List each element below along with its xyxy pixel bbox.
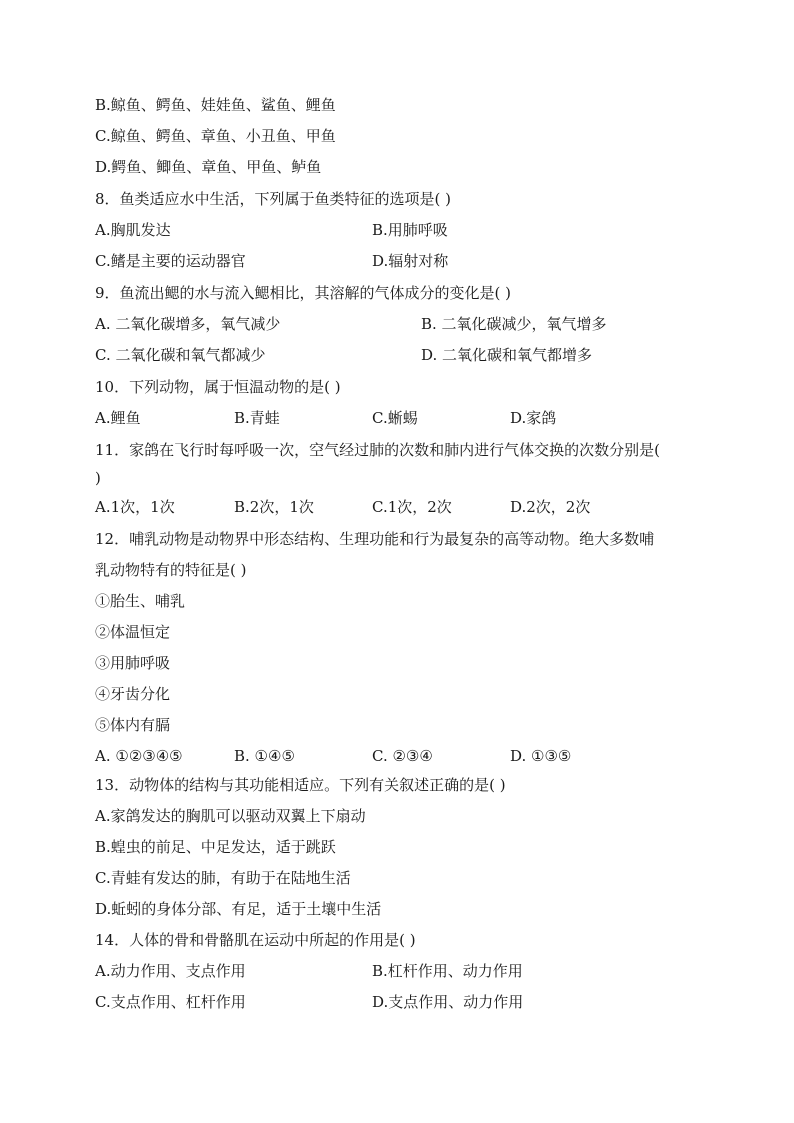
q8-option-d: D.辐射对称 [372,252,449,270]
q9-option-b: B. 二氧化碳减少，氧气增多 [421,315,607,333]
q12-item-3: ③用肺呼吸 [95,654,171,672]
q14-option-b: B.杠杆作用、动力作用 [372,962,523,980]
q11-stem-line-2: ) [95,469,101,487]
q9-option-a: A. 二氧化碳增多，氧气减少 [95,315,281,333]
q11-option-b: B.2次，1次 [234,498,314,516]
q13-option-c: C.青蛙有发达的肺，有助于在陆地生活 [95,869,351,887]
q12-stem-line-2: 乳动物特有的特征是( ) [95,561,247,579]
q13-option-b: B.蝗虫的前足、中足发达，适于跳跃 [95,838,336,856]
q14-stem: 14．人体的骨和骨骼肌在运动中所起的作用是( ) [95,931,416,949]
q11-stem-line-1: 11．家鸽在飞行时每呼吸一次，空气经过肺的次数和肺内进行气体交换的次数分别是( [95,441,660,459]
q7-option-c: C.鲸鱼、鳄鱼、章鱼、小丑鱼、甲鱼 [95,127,336,145]
q12-option-d: D. ①③⑤ [510,747,572,765]
q10-option-d: D.家鸽 [510,409,557,427]
q7-option-d: D.鳄鱼、鲫鱼、章鱼、甲鱼、鲈鱼 [95,158,322,176]
q9-option-d: D. 二氧化碳和氧气都增多 [421,346,593,364]
q9-option-c: C. 二氧化碳和氧气都减少 [95,346,266,364]
q12-item-2: ②体温恒定 [95,623,171,641]
q11-option-a: A.1次，1次 [95,498,175,516]
q12-option-a: A. ①②③④⑤ [95,747,183,765]
q10-stem: 10．下列动物，属于恒温动物的是( ) [95,378,341,396]
q10-option-a: A.鲤鱼 [95,409,141,427]
q12-option-c: C. ②③④ [372,747,433,765]
q13-option-a: A.家鸽发达的胸肌可以驱动双翼上下扇动 [95,807,366,825]
q8-option-a: A.胸肌发达 [95,221,171,239]
q12-item-1: ①胎生、哺乳 [95,592,186,610]
q13-stem: 13．动物体的结构与其功能相适应。下列有关叙述正确的是( ) [95,776,506,794]
q10-option-b: B.青蛙 [234,409,280,427]
q12-item-5: ⑤体内有膈 [95,716,171,734]
q7-option-b: B.鲸鱼、鳄鱼、娃娃鱼、鲨鱼、鲤鱼 [95,96,336,114]
q12-option-b: B. ①④⑤ [234,747,295,765]
q11-option-c: C.1次，2次 [372,498,452,516]
q10-option-c: C.蜥蜴 [372,409,418,427]
q8-option-c: C.鳍是主要的运动器官 [95,252,246,270]
q8-option-b: B.用肺呼吸 [372,221,448,239]
q11-option-d: D.2次，2次 [510,498,591,516]
q13-option-d: D.蚯蚓的身体分部、有足，适于土壤中生活 [95,900,382,918]
q14-option-d: D.支点作用、动力作用 [372,993,524,1011]
q9-stem: 9．鱼流出鳃的水与流入鳃相比，其溶解的气体成分的变化是( ) [95,284,512,302]
q12-item-4: ④牙齿分化 [95,685,171,703]
q14-option-c: C.支点作用、杠杆作用 [95,993,246,1011]
q14-option-a: A.动力作用、支点作用 [95,962,246,980]
q8-stem: 8．鱼类适应水中生活，下列属于鱼类特征的选项是( ) [95,190,452,208]
q12-stem-line-1: 12．哺乳动物是动物界中形态结构、生理功能和行为最复杂的高等动物。绝大多数哺 [95,530,655,548]
